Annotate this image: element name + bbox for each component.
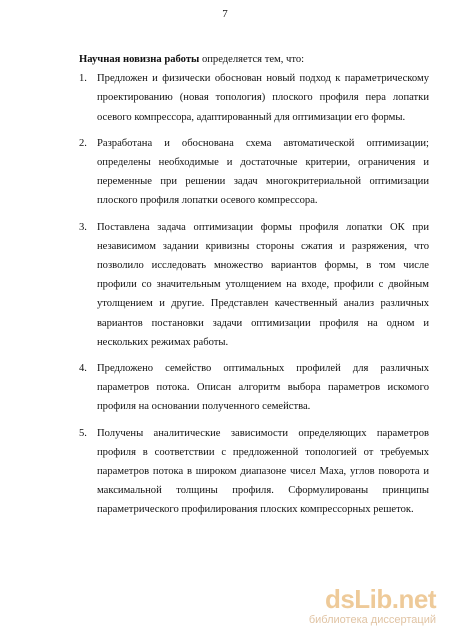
- novelty-list: [79, 69, 429, 519]
- list-item-text: Получены аналитические зависимости определяющих параметров профиля в соответствии с предложенной топологией от требуемых параметров потока в широком диапазоне чисел Маха, углов поворота и максимальной толщины профиля. Сформулированы принципы параметрического профилирования плоских компрессорных решеток.: [97, 427, 429, 516]
- watermark: [309, 586, 436, 627]
- document-body: [79, 50, 429, 527]
- intro-text: определяется тем, что:: [199, 54, 305, 65]
- watermark-logo: dsLib.net: [324, 584, 436, 614]
- intro-paragraph: [79, 50, 429, 69]
- list-item-number: 4.: [79, 363, 87, 375]
- list-item-text: Предложено семейство оптимальных профилей для различных параметров потока. Описан алгоритм выбора параметров искомого профиля на основании полученного семейства.: [97, 363, 429, 413]
- list-item: [79, 134, 429, 211]
- list-item-number: 1.: [79, 73, 87, 85]
- list-item-text: Поставлена задача оптимизации формы профиля лопатки ОК при независимом задании кривизны стороны сжатия и разряжения, что позволило исследовать множество вариантов формы, в том числе профили со значительным утолщением на входе, профили с двойным утолщением и другие. Представлен качественный анализ различных вариантов постановки задачи оптимизации профиля на одном и нескольких режимах работы.: [97, 221, 429, 348]
- list-item-number: 3.: [79, 221, 87, 233]
- list-item-text: Предложен и физически обоснован новый подход к параметрическому проектированию (новая топология) плоского профиля пера лопатки осевого компрессора, адаптированный для оптимизации его формы.: [97, 73, 429, 123]
- list-item: [79, 218, 429, 352]
- page-number: 7: [222, 8, 228, 20]
- list-item-number: 5.: [79, 427, 87, 439]
- list-item: [79, 69, 429, 127]
- watermark-caption: библиотека диссертаций: [308, 614, 436, 626]
- list-item-number: 2.: [79, 137, 87, 149]
- list-item: [79, 359, 429, 417]
- intro-heading: Научная новизна работы: [79, 54, 200, 65]
- list-item: [79, 424, 429, 520]
- list-item-text: Разработана и обоснована схема автоматической оптимизации; определены необходимые и достаточные критерии, ограничения и переменные при решении задач многокритериальной оптимизации плоского профиля лопатки осевого компрессора.: [97, 137, 429, 207]
